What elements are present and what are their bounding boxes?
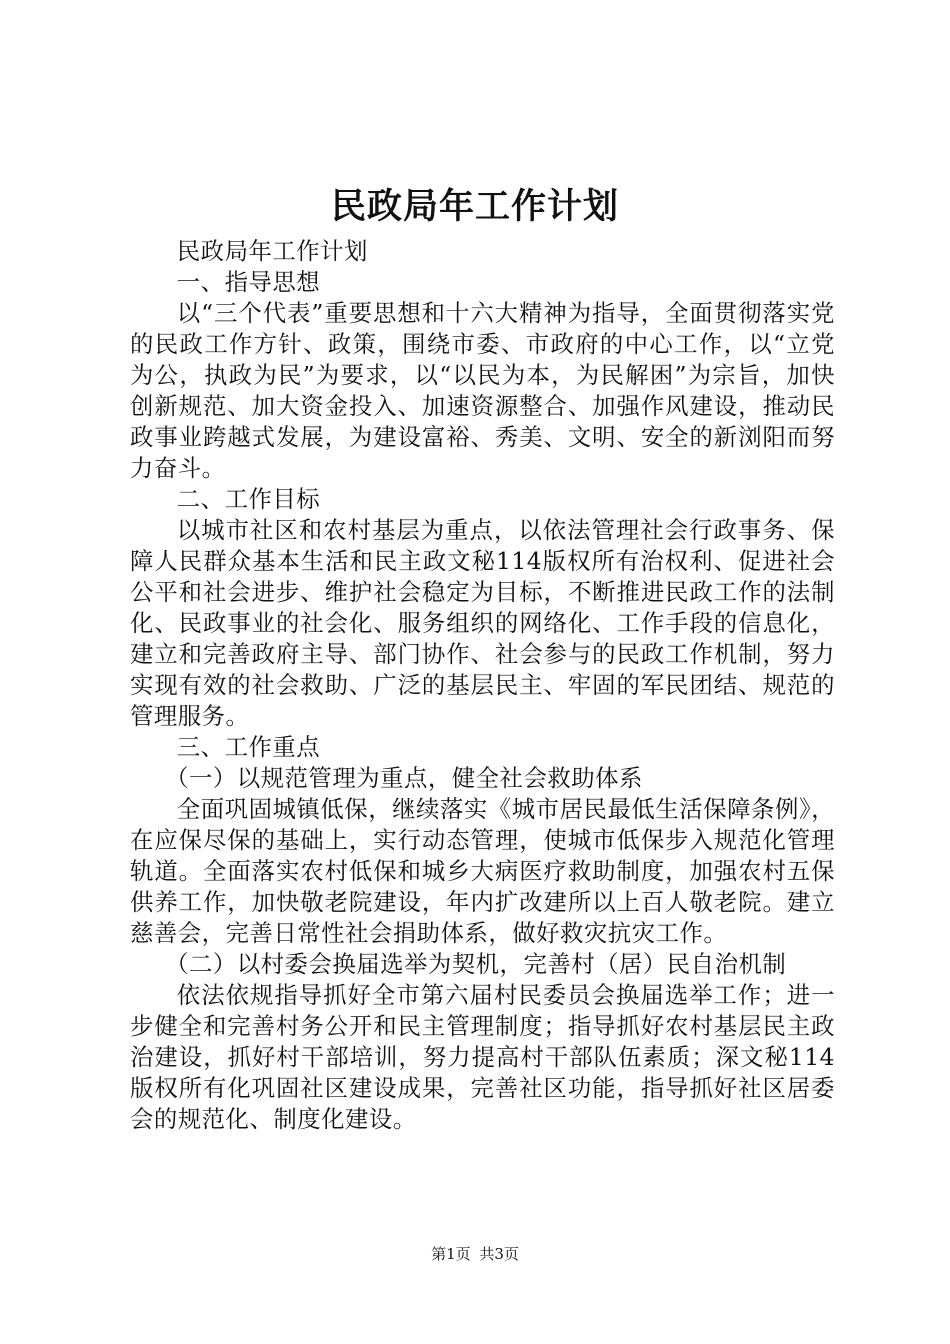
section-heading-work-priorities: 三、工作重点 [176, 733, 321, 761]
paragraph-guiding-thought: 以“三个代表”重要思想和十六大精神为指导，全面贯彻落实党的民政工作方针、政策，围绕市委、市政府的中心工作，以“立党为公，执政为民”为要求，以“以民为本，为民解困”为宗旨，加快创新规范、加大资金投入、加速资源整合、加强作风建设，推动民政事业跨越式发展，为建设富裕、秀美、文明、安全的新浏阳而努力奋斗。 [130, 299, 835, 482]
page-number: 第1页 [431, 1245, 471, 1263]
subsection-heading-village-elections: （二）以村委会换届选举为契机，完善村（居）民自治机制 [165, 950, 787, 978]
paragraph-work-goals: 以城市社区和农村基层为重点，以依法管理社会行政事务、保障人民群众基本生活和民主政文秘114版权所有治权利、促进社会公平和社会进步、维护社会稳定为目标，不断推进民政工作的法制化、民政事业的社会化、服务组织的网络化、工作手段的信息化，建立和完善政府主导、部门协作、社会参与的民政工作机制，努力实现有效的社会救助、广泛的基层民主、牢固的军民团结、规范的管理服务。 [130, 516, 835, 730]
paragraph-social-assistance: 全面巩固城镇低保，继续落实《城市居民最低生活保障条例》，在应保尽保的基础上，实行动态管理，使城市低保步入规范化管理轨道。全面落实农村低保和城乡大病医疗救助制度，加强农村五保供养工作，加快敬老院建设，年内扩改建所以上百人敬老院。建立慈善会，完善日常性社会捐助体系，做好救灾抗灾工作。 [130, 795, 835, 947]
document-title: 民政局年工作计划 [330, 186, 619, 227]
document-body [130, 236, 835, 1135]
subsection-heading-social-assistance: （一）以规范管理为重点，健全社会救助体系 [165, 764, 643, 792]
section-heading-guiding-thought: 一、指导思想 [176, 268, 321, 296]
paragraph-village-elections: 依法依规指导抓好全市第六届村民委员会换届选举工作；进一步健全和完善村务公开和民主管理制度；指导抓好农村基层民主政治建设，抓好村干部培训，努力提高村干部队伍素质；深文秘114版权所有化巩固社区建设成果，完善社区功能，指导抓好社区居委会的规范化、制度化建设。 [130, 981, 835, 1133]
section-heading-work-goals: 二、工作目标 [176, 485, 321, 513]
page-total: 共3页 [479, 1245, 519, 1263]
page-footer [0, 1244, 950, 1264]
paragraph-subtitle: 民政局年工作计划 [176, 237, 368, 265]
